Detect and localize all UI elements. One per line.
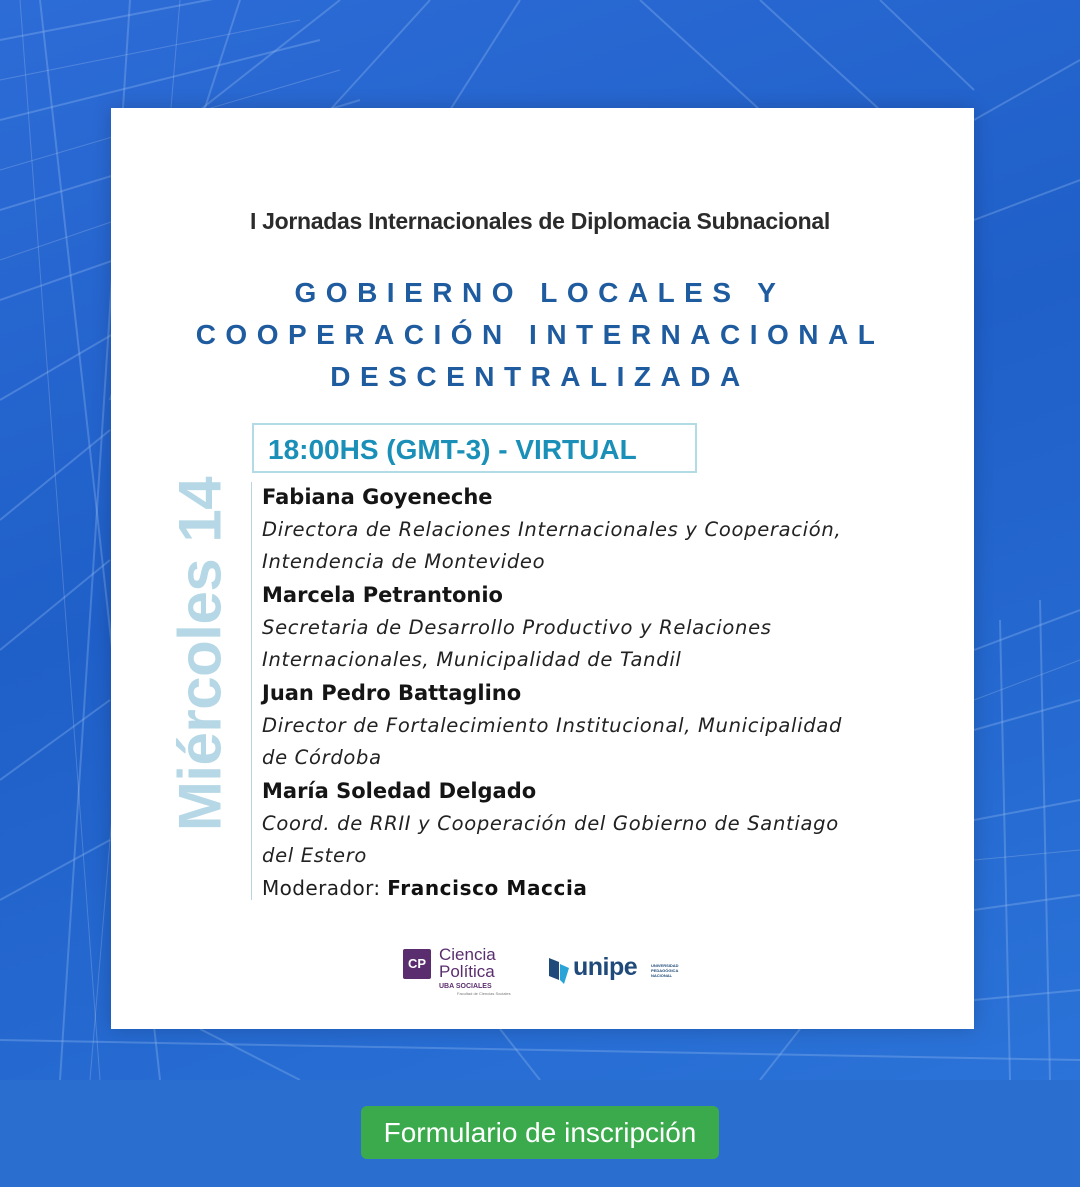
headline-line: COOPERACIÓN INTERNACIONAL: [195, 319, 885, 350]
faculty-text: Facultad de Ciencias Sociales: [457, 991, 511, 996]
speaker-item: [262, 774, 902, 872]
unipe-logo: [547, 953, 697, 989]
speaker-role-line: Coord. de RRII y Cooperación del Gobierno de Santiago: [262, 812, 839, 835]
cp-logo-line: Ciencia: [439, 945, 496, 964]
speaker-name: Fabiana Goyeneche: [262, 485, 493, 509]
speaker-role-line: Internacionales, Municipalidad de Tandil: [262, 648, 682, 671]
event-headline: [0, 272, 1080, 398]
speaker-item: [262, 480, 902, 578]
moderator-name: Francisco Maccia: [387, 876, 588, 900]
ciencia-politica-logo: [403, 946, 513, 998]
speaker-item: [262, 578, 902, 676]
speaker-list: [262, 480, 902, 904]
speaker-name: María Soledad Delgado: [262, 779, 537, 803]
uba-sociales-text: UBA SOCIALES: [439, 983, 492, 990]
unipe-subtitle-line: NACIONAL: [651, 973, 673, 978]
speaker-role-line: Director de Fortalecimiento Institucional, Municipalidad: [262, 714, 843, 737]
headline-line: DESCENTRALIZADA: [330, 361, 750, 392]
speaker-role-line: Intendencia de Montevideo: [262, 550, 546, 573]
unipe-subtitle: [651, 963, 701, 978]
cp-logo-line: Política: [439, 962, 495, 981]
speaker-item: [262, 676, 902, 774]
speaker-name: Marcela Petrantonio: [262, 583, 503, 607]
speaker-role-line: Directora de Relaciones Internacionales y Cooperación,: [262, 518, 842, 541]
divider-line: [251, 482, 252, 900]
schedule-box: [252, 423, 697, 473]
speaker-role-line: Secretaria de Desarrollo Productivo y Relaciones: [262, 616, 772, 639]
headline-line: GOBIERNO LOCALES Y: [294, 277, 786, 308]
speaker-role-line: de Córdoba: [262, 746, 382, 769]
registration-form-button[interactable]: Formulario de inscripción: [361, 1106, 719, 1159]
day-label-text: Miércoles 14: [166, 476, 234, 832]
unipe-mark-icon: [547, 956, 571, 986]
unipe-subtitle-line: UNIVERSIDAD: [651, 963, 679, 968]
speaker-role-line: del Estero: [262, 844, 368, 867]
unipe-wordmark: unipe: [573, 953, 638, 981]
moderator-label: Moderador:: [262, 876, 381, 900]
schedule-text: 18:00HS (GMT-3) - VIRTUAL: [268, 434, 637, 465]
unipe-subtitle-line: PEDAGÓGICA: [651, 968, 679, 973]
speaker-name: Juan Pedro Battaglino: [262, 681, 522, 705]
moderator-line: [262, 872, 902, 904]
cp-badge: CP: [403, 949, 431, 979]
event-series-title: I Jornadas Internacionales de Diplomacia Subnacional: [249, 208, 831, 234]
